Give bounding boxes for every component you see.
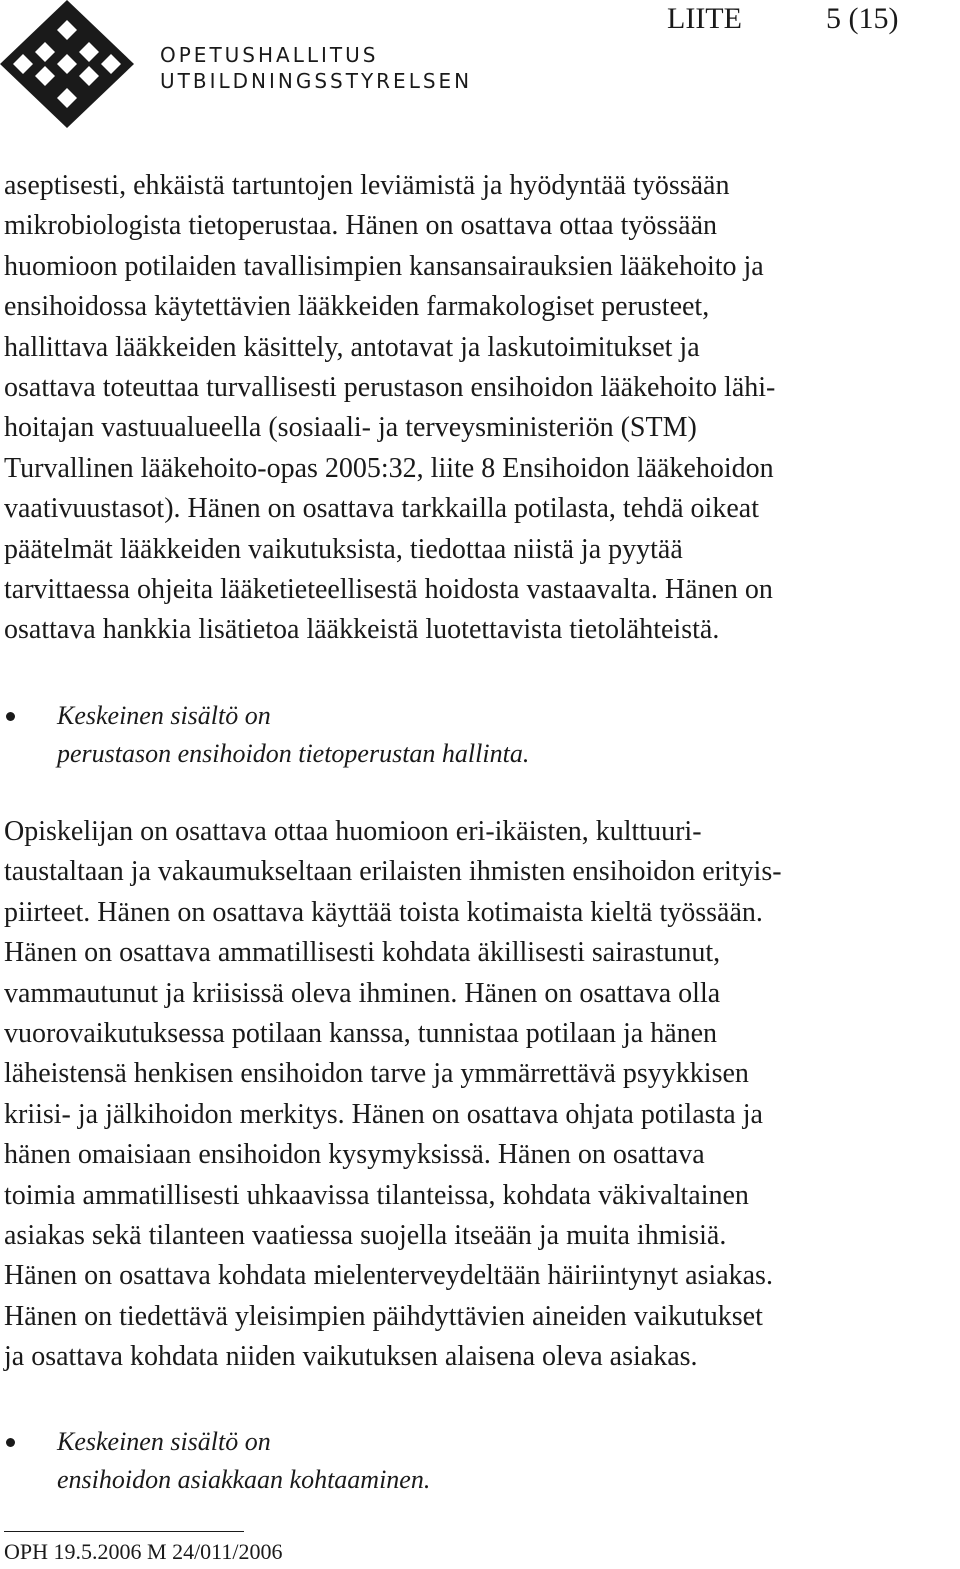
bullet-line: Keskeinen sisältö on (57, 701, 271, 730)
text-line: hallittava lääkkeiden käsittely, antotavat ja laskutoimitukset ja (4, 331, 700, 363)
bullet-core-content-1 (57, 697, 529, 773)
org-name-finnish: OPETUSHALLITUS (160, 43, 379, 67)
text-line: mikrobiologista tietoperustaa. Hänen on osattava ottaa työssään (4, 210, 718, 242)
text-line: tarvittaessa ohjeita lääketieteellisestä hoidosta vastaavalta. Hänen on (4, 574, 773, 606)
text-line: Turvallinen lääkehoito-opas 2005:32, liite 8 Ensihoidon lääkehoidon (4, 452, 774, 484)
text-line: Hänen on osattava kohdata mielenterveydeltään häiriintynyt asiakas. (4, 1260, 773, 1292)
text-line: hänen omaisiaan ensihoidon kysymyksissä. Hänen on osattava (4, 1139, 705, 1171)
text-line: Hänen on tiedettävä yleisimpien päihdyttävien aineiden vaikutukset (4, 1300, 763, 1332)
text-line: päätelmät lääkkeiden vaikutuksista, tiedottaa niistä ja pyytää (4, 533, 683, 565)
org-name-swedish: UTBILDNINGSSTYRELSEN (160, 69, 473, 93)
text-line: asiakas sekä tilanteen vaatiessa suojella itseään ja muita ihmisiä. (4, 1220, 727, 1252)
text-line: vaativuustasot). Hänen on osattava tarkkailla potilasta, tehdä oikeat (4, 493, 759, 525)
text-line: Opiskelijan on osattava ottaa huomioon eri-ikäisten, kulttuuri- (4, 816, 702, 847)
text-line: vuorovaikutuksessa potilaan kanssa, tunnistaa potilaan ja hänen (4, 1018, 718, 1050)
bullet-line: ensihoidon asiakkaan kohtaaminen. (57, 1465, 431, 1494)
text-line: aseptisesti, ehkäistä tartuntojen leviämistä ja hyödyntää työssään (4, 170, 730, 201)
bullet-line: perustason ensihoidon tietoperustan hallinta. (57, 739, 530, 768)
text-line: läheistensä henkisen ensihoidon tarve ja ymmärrettävä psyykkisen (4, 1058, 749, 1090)
bullet-point (6, 712, 15, 721)
text-line: huomioon potilaiden tavallisimpien kansansairauksien lääkehoito ja (4, 250, 764, 282)
bullet-line: Keskeinen sisältö on (57, 1427, 271, 1456)
text-line: osattava toteuttaa turvallisesti perustason ensihoidon lääkehoito lähi- (4, 372, 776, 404)
text-line: osattava hankkia lisätietoa lääkkeistä luotettavista tietolähteistä. (4, 614, 720, 646)
text-line: ensihoidossa käytettävien lääkkeiden farmakologiset perusteet, (4, 291, 710, 323)
organization-name (160, 42, 472, 94)
text-line: Hänen on osattava ammatillisesti kohdata äkillisesti sairastunut, (4, 937, 721, 969)
text-line: hoitajan vastuualueella (sosiaali- ja terveysministeriön (STM) (4, 412, 697, 444)
bullet-point (6, 1438, 15, 1447)
footer-reference: OPH 19.5.2006 M 24/011/2006 (4, 1539, 283, 1564)
page-number: 5 (15) (826, 2, 899, 35)
opetushallitus-logo (0, 0, 135, 128)
text-line: vammautunut ja kriisissä oleva ihminen. Hänen on osattava olla (4, 977, 721, 1009)
text-line: taustaltaan ja vakaumukseltaan erilaisten ihmisten ensihoidon erityis- (4, 856, 782, 888)
text-line: piirteet. Hänen on osattava käyttää toista kotimaista kieltä työssään. (4, 896, 763, 928)
text-line: kriisi- ja jälkihoidon merkitys. Hänen on osattava ohjata potilasta ja (4, 1098, 763, 1130)
footer-rule (4, 1531, 244, 1532)
paragraph-medication (4, 166, 775, 651)
bullet-core-content-2 (57, 1423, 430, 1499)
text-line: ja osattava kohdata niiden vaikutuksen alaisena oleva asiakas. (4, 1341, 698, 1373)
text-line: toimia ammatillisesti uhkaavissa tilanteissa, kohdata väkivaltainen (4, 1179, 749, 1211)
paragraph-encounter (4, 812, 782, 1378)
appendix-label: LIITE (667, 2, 742, 35)
